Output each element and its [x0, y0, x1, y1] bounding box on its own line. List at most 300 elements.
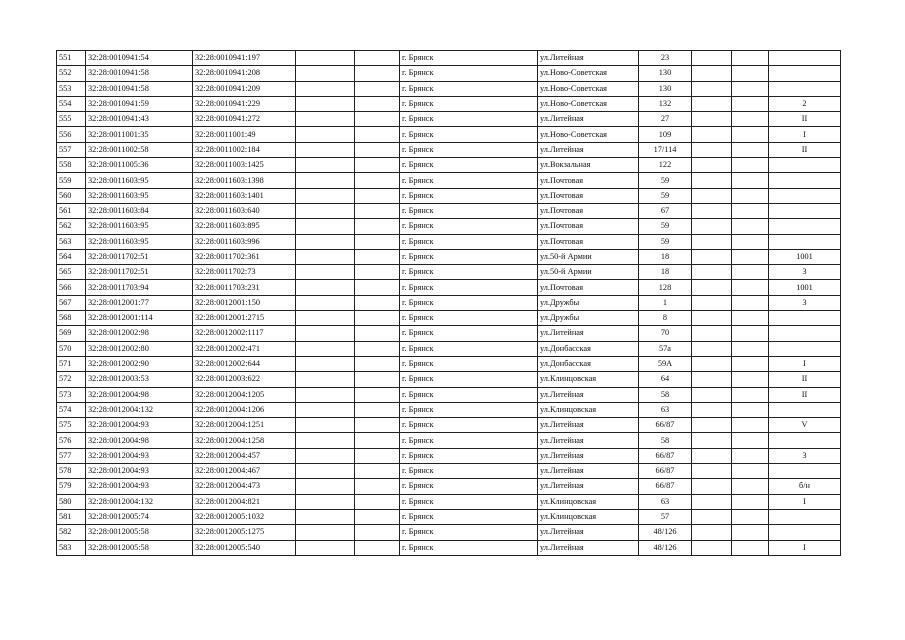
- empty-cell: [296, 265, 355, 280]
- cadastral-object-number: 32:28:0011603:1398: [193, 173, 296, 188]
- cadastral-object-number: 32:28:0012003:622: [193, 372, 296, 387]
- apartment-cell: 1001: [769, 280, 841, 295]
- apartment-cell: [769, 464, 841, 479]
- empty-cell: [355, 540, 400, 555]
- empty-cell: [296, 387, 355, 402]
- city-cell: г. Брянск: [400, 464, 538, 479]
- city-cell: г. Брянск: [400, 509, 538, 524]
- cadastral-number: 32:28:0012002:80: [86, 341, 193, 356]
- street-cell: ул.Клинцовская: [538, 509, 639, 524]
- empty-cell: [296, 96, 355, 111]
- city-cell: г. Брянск: [400, 66, 538, 81]
- row-number: 555: [57, 112, 86, 127]
- city-cell: г. Брянск: [400, 51, 538, 66]
- house-number: 109: [639, 127, 692, 142]
- table-row: [57, 66, 841, 81]
- empty-cell: [692, 203, 732, 218]
- empty-cell: [355, 219, 400, 234]
- empty-cell: [355, 494, 400, 509]
- cadastral-object-number: 32:28:0012004:1258: [193, 433, 296, 448]
- empty-cell: [296, 280, 355, 295]
- table-row: [57, 188, 841, 203]
- apartment-cell: [769, 326, 841, 341]
- street-cell: ул.Вокзальная: [538, 158, 639, 173]
- row-number: 582: [57, 525, 86, 540]
- house-number: 18: [639, 265, 692, 280]
- empty-cell: [692, 418, 732, 433]
- apartment-cell: [769, 234, 841, 249]
- house-number: 58: [639, 433, 692, 448]
- empty-cell: [296, 188, 355, 203]
- apartment-cell: [769, 311, 841, 326]
- table-row: [57, 112, 841, 127]
- empty-cell: [355, 418, 400, 433]
- house-number: 8: [639, 311, 692, 326]
- empty-cell: [732, 372, 769, 387]
- empty-cell: [692, 525, 732, 540]
- empty-cell: [732, 356, 769, 371]
- apartment-cell: II: [769, 387, 841, 402]
- empty-cell: [732, 142, 769, 157]
- cadastral-number: 32:28:0012005:74: [86, 509, 193, 524]
- empty-cell: [296, 372, 355, 387]
- cadastral-object-number: 32:28:0012002:1117: [193, 326, 296, 341]
- empty-cell: [692, 372, 732, 387]
- empty-cell: [692, 158, 732, 173]
- street-cell: ул.Почтовая: [538, 203, 639, 218]
- cadastral-object-number: 32:28:0012004:457: [193, 448, 296, 463]
- apartment-cell: [769, 433, 841, 448]
- empty-cell: [355, 326, 400, 341]
- apartment-cell: I: [769, 127, 841, 142]
- table-row: [57, 142, 841, 157]
- table-row: [57, 158, 841, 173]
- table-row: [57, 356, 841, 371]
- empty-cell: [355, 81, 400, 96]
- street-cell: ул.50-й Армии: [538, 265, 639, 280]
- apartment-cell: [769, 188, 841, 203]
- empty-cell: [692, 341, 732, 356]
- table-row: [57, 280, 841, 295]
- cadastral-object-number: 32:28:0012004:467: [193, 464, 296, 479]
- cadastral-number: 32:28:0010941:58: [86, 81, 193, 96]
- house-number: 132: [639, 96, 692, 111]
- cadastral-object-number: 32:28:0011603:640: [193, 203, 296, 218]
- house-number: 57: [639, 509, 692, 524]
- table-row: [57, 479, 841, 494]
- row-number: 557: [57, 142, 86, 157]
- house-number: 130: [639, 66, 692, 81]
- apartment-cell: [769, 66, 841, 81]
- row-number: 564: [57, 249, 86, 264]
- cadastral-number: 32:28:0011603:95: [86, 173, 193, 188]
- table-row: [57, 540, 841, 555]
- apartment-cell: I: [769, 356, 841, 371]
- street-cell: ул.Клинцовская: [538, 372, 639, 387]
- city-cell: г. Брянск: [400, 142, 538, 157]
- house-number: 66/87: [639, 464, 692, 479]
- cadastral-number: 32:28:0010941:54: [86, 51, 193, 66]
- cadastral-number: 32:28:0012001:77: [86, 295, 193, 310]
- street-cell: ул.Почтовая: [538, 219, 639, 234]
- empty-cell: [732, 311, 769, 326]
- empty-cell: [692, 479, 732, 494]
- house-number: 66/87: [639, 418, 692, 433]
- cadastral-object-number: 32:28:0012004:473: [193, 479, 296, 494]
- empty-cell: [732, 188, 769, 203]
- cadastral-object-number: 32:28:0012005:1032: [193, 509, 296, 524]
- city-cell: г. Брянск: [400, 433, 538, 448]
- empty-cell: [296, 234, 355, 249]
- cadastral-number: 32:28:0011005:36: [86, 158, 193, 173]
- cadastral-object-number: 32:28:0012001:150: [193, 295, 296, 310]
- empty-cell: [692, 356, 732, 371]
- empty-cell: [355, 525, 400, 540]
- cadastral-number: 32:28:0012002:98: [86, 326, 193, 341]
- cadastral-number: 32:28:0012005:58: [86, 540, 193, 555]
- apartment-cell: 3: [769, 265, 841, 280]
- apartment-cell: [769, 341, 841, 356]
- empty-cell: [692, 249, 732, 264]
- apartment-cell: II: [769, 372, 841, 387]
- street-cell: ул.Клинцовская: [538, 494, 639, 509]
- row-number: 563: [57, 234, 86, 249]
- street-cell: ул.Почтовая: [538, 188, 639, 203]
- street-cell: ул.Ново-Советская: [538, 66, 639, 81]
- empty-cell: [692, 280, 732, 295]
- empty-cell: [355, 387, 400, 402]
- empty-cell: [732, 249, 769, 264]
- empty-cell: [296, 295, 355, 310]
- house-number: 66/87: [639, 479, 692, 494]
- empty-cell: [296, 219, 355, 234]
- house-number: 59А: [639, 356, 692, 371]
- street-cell: ул.Литейная: [538, 142, 639, 157]
- city-cell: г. Брянск: [400, 219, 538, 234]
- city-cell: г. Брянск: [400, 387, 538, 402]
- empty-cell: [732, 81, 769, 96]
- apartment-cell: [769, 81, 841, 96]
- table-row: [57, 96, 841, 111]
- row-number: 571: [57, 356, 86, 371]
- empty-cell: [296, 158, 355, 173]
- table-row: [57, 219, 841, 234]
- street-cell: ул.Литейная: [538, 448, 639, 463]
- city-cell: г. Брянск: [400, 127, 538, 142]
- empty-cell: [355, 142, 400, 157]
- row-number: 576: [57, 433, 86, 448]
- table-row: [57, 127, 841, 142]
- cadastral-number: 32:28:0011702:51: [86, 249, 193, 264]
- house-number: 58: [639, 387, 692, 402]
- street-cell: ул.Донбасская: [538, 341, 639, 356]
- row-number: 559: [57, 173, 86, 188]
- cadastral-object-number: 32:28:0010941:197: [193, 51, 296, 66]
- empty-cell: [732, 96, 769, 111]
- empty-cell: [732, 158, 769, 173]
- empty-cell: [732, 341, 769, 356]
- city-cell: г. Брянск: [400, 265, 538, 280]
- empty-cell: [355, 448, 400, 463]
- empty-cell: [732, 494, 769, 509]
- apartment-cell: 2: [769, 96, 841, 111]
- house-number: 17/114: [639, 142, 692, 157]
- empty-cell: [692, 326, 732, 341]
- empty-cell: [296, 51, 355, 66]
- city-cell: г. Брянск: [400, 234, 538, 249]
- cadastral-number: 32:28:0011001:35: [86, 127, 193, 142]
- row-number: 569: [57, 326, 86, 341]
- empty-cell: [355, 158, 400, 173]
- cadastral-object-number: 32:28:0011702:361: [193, 249, 296, 264]
- empty-cell: [692, 509, 732, 524]
- street-cell: ул.Донбасская: [538, 356, 639, 371]
- city-cell: г. Брянск: [400, 356, 538, 371]
- street-cell: ул.Литейная: [538, 326, 639, 341]
- table-row: [57, 341, 841, 356]
- cadastral-number: 32:28:0012004:98: [86, 433, 193, 448]
- cadastral-number: 32:28:0011603:95: [86, 219, 193, 234]
- row-number: 568: [57, 311, 86, 326]
- city-cell: г. Брянск: [400, 525, 538, 540]
- empty-cell: [296, 402, 355, 417]
- row-number: 583: [57, 540, 86, 555]
- apartment-cell: [769, 525, 841, 540]
- street-cell: ул.Ново-Советская: [538, 127, 639, 142]
- cadastral-number: 32:28:0011603:95: [86, 188, 193, 203]
- empty-cell: [732, 448, 769, 463]
- empty-cell: [732, 219, 769, 234]
- empty-cell: [355, 66, 400, 81]
- row-number: 579: [57, 479, 86, 494]
- cadastral-object-number: 32:28:0011002:184: [193, 142, 296, 157]
- row-number: 551: [57, 51, 86, 66]
- table-row: [57, 234, 841, 249]
- city-cell: г. Брянск: [400, 448, 538, 463]
- empty-cell: [296, 66, 355, 81]
- empty-cell: [296, 525, 355, 540]
- empty-cell: [355, 311, 400, 326]
- apartment-cell: II: [769, 112, 841, 127]
- apartment-cell: [769, 173, 841, 188]
- empty-cell: [692, 387, 732, 402]
- empty-cell: [296, 494, 355, 509]
- street-cell: ул.Дружбы: [538, 295, 639, 310]
- empty-cell: [692, 81, 732, 96]
- cadastral-object-number: 32:28:0011702:73: [193, 265, 296, 280]
- cadastral-number: 32:28:0012004:93: [86, 464, 193, 479]
- empty-cell: [296, 112, 355, 127]
- empty-cell: [732, 265, 769, 280]
- cadastral-number: 32:28:0012005:58: [86, 525, 193, 540]
- cadastral-number: 32:28:0012004:93: [86, 418, 193, 433]
- empty-cell: [732, 418, 769, 433]
- empty-cell: [732, 509, 769, 524]
- table-row: [57, 311, 841, 326]
- street-cell: ул.Почтовая: [538, 280, 639, 295]
- house-number: 128: [639, 280, 692, 295]
- empty-cell: [355, 203, 400, 218]
- table-row: [57, 173, 841, 188]
- empty-cell: [355, 479, 400, 494]
- empty-cell: [692, 188, 732, 203]
- empty-cell: [692, 66, 732, 81]
- empty-cell: [355, 188, 400, 203]
- empty-cell: [692, 402, 732, 417]
- registry-table-body: [57, 51, 841, 556]
- cadastral-number: 32:28:0012004:93: [86, 479, 193, 494]
- table-row: [57, 265, 841, 280]
- empty-cell: [355, 295, 400, 310]
- row-number: 574: [57, 402, 86, 417]
- city-cell: г. Брянск: [400, 112, 538, 127]
- cadastral-object-number: 32:28:0011703:231: [193, 280, 296, 295]
- cadastral-object-number: 32:28:0012004:821: [193, 494, 296, 509]
- apartment-cell: 1001: [769, 249, 841, 264]
- city-cell: г. Брянск: [400, 280, 538, 295]
- cadastral-object-number: 32:28:0012002:644: [193, 356, 296, 371]
- house-number: 67: [639, 203, 692, 218]
- apartment-cell: [769, 509, 841, 524]
- empty-cell: [692, 142, 732, 157]
- table-row: [57, 402, 841, 417]
- city-cell: г. Брянск: [400, 311, 538, 326]
- row-number: 562: [57, 219, 86, 234]
- table-row: [57, 372, 841, 387]
- street-cell: ул.Литейная: [538, 479, 639, 494]
- city-cell: г. Брянск: [400, 96, 538, 111]
- row-number: 570: [57, 341, 86, 356]
- street-cell: ул.Литейная: [538, 540, 639, 555]
- house-number: 18: [639, 249, 692, 264]
- row-number: 573: [57, 387, 86, 402]
- empty-cell: [692, 433, 732, 448]
- cadastral-object-number: 32:28:0011603:895: [193, 219, 296, 234]
- table-row: [57, 464, 841, 479]
- empty-cell: [296, 433, 355, 448]
- city-cell: г. Брянск: [400, 173, 538, 188]
- house-number: 70: [639, 326, 692, 341]
- empty-cell: [355, 112, 400, 127]
- empty-cell: [692, 540, 732, 555]
- city-cell: г. Брянск: [400, 494, 538, 509]
- cadastral-object-number: 32:28:0012001:2715: [193, 311, 296, 326]
- city-cell: г. Брянск: [400, 249, 538, 264]
- city-cell: г. Брянск: [400, 341, 538, 356]
- empty-cell: [692, 448, 732, 463]
- street-cell: ул.Литейная: [538, 433, 639, 448]
- empty-cell: [692, 234, 732, 249]
- empty-cell: [355, 402, 400, 417]
- empty-cell: [732, 203, 769, 218]
- empty-cell: [355, 173, 400, 188]
- house-number: 59: [639, 188, 692, 203]
- street-cell: ул.Литейная: [538, 112, 639, 127]
- empty-cell: [692, 295, 732, 310]
- cadastral-number: 32:28:0011002:58: [86, 142, 193, 157]
- empty-cell: [296, 127, 355, 142]
- cadastral-number: 32:28:0010941:59: [86, 96, 193, 111]
- cadastral-object-number: 32:28:0011603:1401: [193, 188, 296, 203]
- house-number: 48/126: [639, 540, 692, 555]
- cadastral-object-number: 32:28:0012005:540: [193, 540, 296, 555]
- empty-cell: [355, 341, 400, 356]
- row-number: 565: [57, 265, 86, 280]
- row-number: 580: [57, 494, 86, 509]
- cadastral-number: 32:28:0011603:84: [86, 203, 193, 218]
- empty-cell: [692, 96, 732, 111]
- empty-cell: [692, 464, 732, 479]
- cadastral-object-number: 32:28:0012002:471: [193, 341, 296, 356]
- empty-cell: [296, 356, 355, 371]
- house-number: 48/126: [639, 525, 692, 540]
- city-cell: г. Брянск: [400, 372, 538, 387]
- apartment-cell: [769, 203, 841, 218]
- apartment-cell: [769, 219, 841, 234]
- cadastral-number: 32:28:0011703:94: [86, 280, 193, 295]
- empty-cell: [732, 280, 769, 295]
- empty-cell: [692, 127, 732, 142]
- house-number: 63: [639, 494, 692, 509]
- empty-cell: [296, 326, 355, 341]
- row-number: 577: [57, 448, 86, 463]
- cadastral-number: 32:28:0012002:90: [86, 356, 193, 371]
- row-number: 552: [57, 66, 86, 81]
- row-number: 572: [57, 372, 86, 387]
- street-cell: ул.Литейная: [538, 464, 639, 479]
- apartment-cell: [769, 402, 841, 417]
- cadastral-object-number: 32:28:0010941:272: [193, 112, 296, 127]
- empty-cell: [355, 234, 400, 249]
- empty-cell: [732, 479, 769, 494]
- empty-cell: [355, 356, 400, 371]
- empty-cell: [732, 540, 769, 555]
- table-row: [57, 418, 841, 433]
- empty-cell: [296, 249, 355, 264]
- empty-cell: [732, 173, 769, 188]
- cadastral-number: 32:28:0012003:53: [86, 372, 193, 387]
- cadastral-number: 32:28:0011702:51: [86, 265, 193, 280]
- empty-cell: [732, 127, 769, 142]
- empty-cell: [296, 81, 355, 96]
- empty-cell: [296, 540, 355, 555]
- empty-cell: [296, 311, 355, 326]
- table-row: [57, 81, 841, 96]
- empty-cell: [296, 509, 355, 524]
- table-row: [57, 433, 841, 448]
- house-number: 64: [639, 372, 692, 387]
- city-cell: г. Брянск: [400, 158, 538, 173]
- apartment-cell: V: [769, 418, 841, 433]
- city-cell: г. Брянск: [400, 326, 538, 341]
- apartment-cell: II: [769, 142, 841, 157]
- empty-cell: [692, 311, 732, 326]
- empty-cell: [296, 479, 355, 494]
- empty-cell: [296, 448, 355, 463]
- street-cell: ул.Литейная: [538, 51, 639, 66]
- cadastral-object-number: 32:28:0011003:1425: [193, 158, 296, 173]
- table-row: [57, 448, 841, 463]
- city-cell: г. Брянск: [400, 402, 538, 417]
- row-number: 553: [57, 81, 86, 96]
- cadastral-object-number: 32:28:0010941:229: [193, 96, 296, 111]
- street-cell: ул.Дружбы: [538, 311, 639, 326]
- table-row: [57, 494, 841, 509]
- table-row: [57, 326, 841, 341]
- empty-cell: [296, 142, 355, 157]
- street-cell: ул.Литейная: [538, 525, 639, 540]
- empty-cell: [355, 280, 400, 295]
